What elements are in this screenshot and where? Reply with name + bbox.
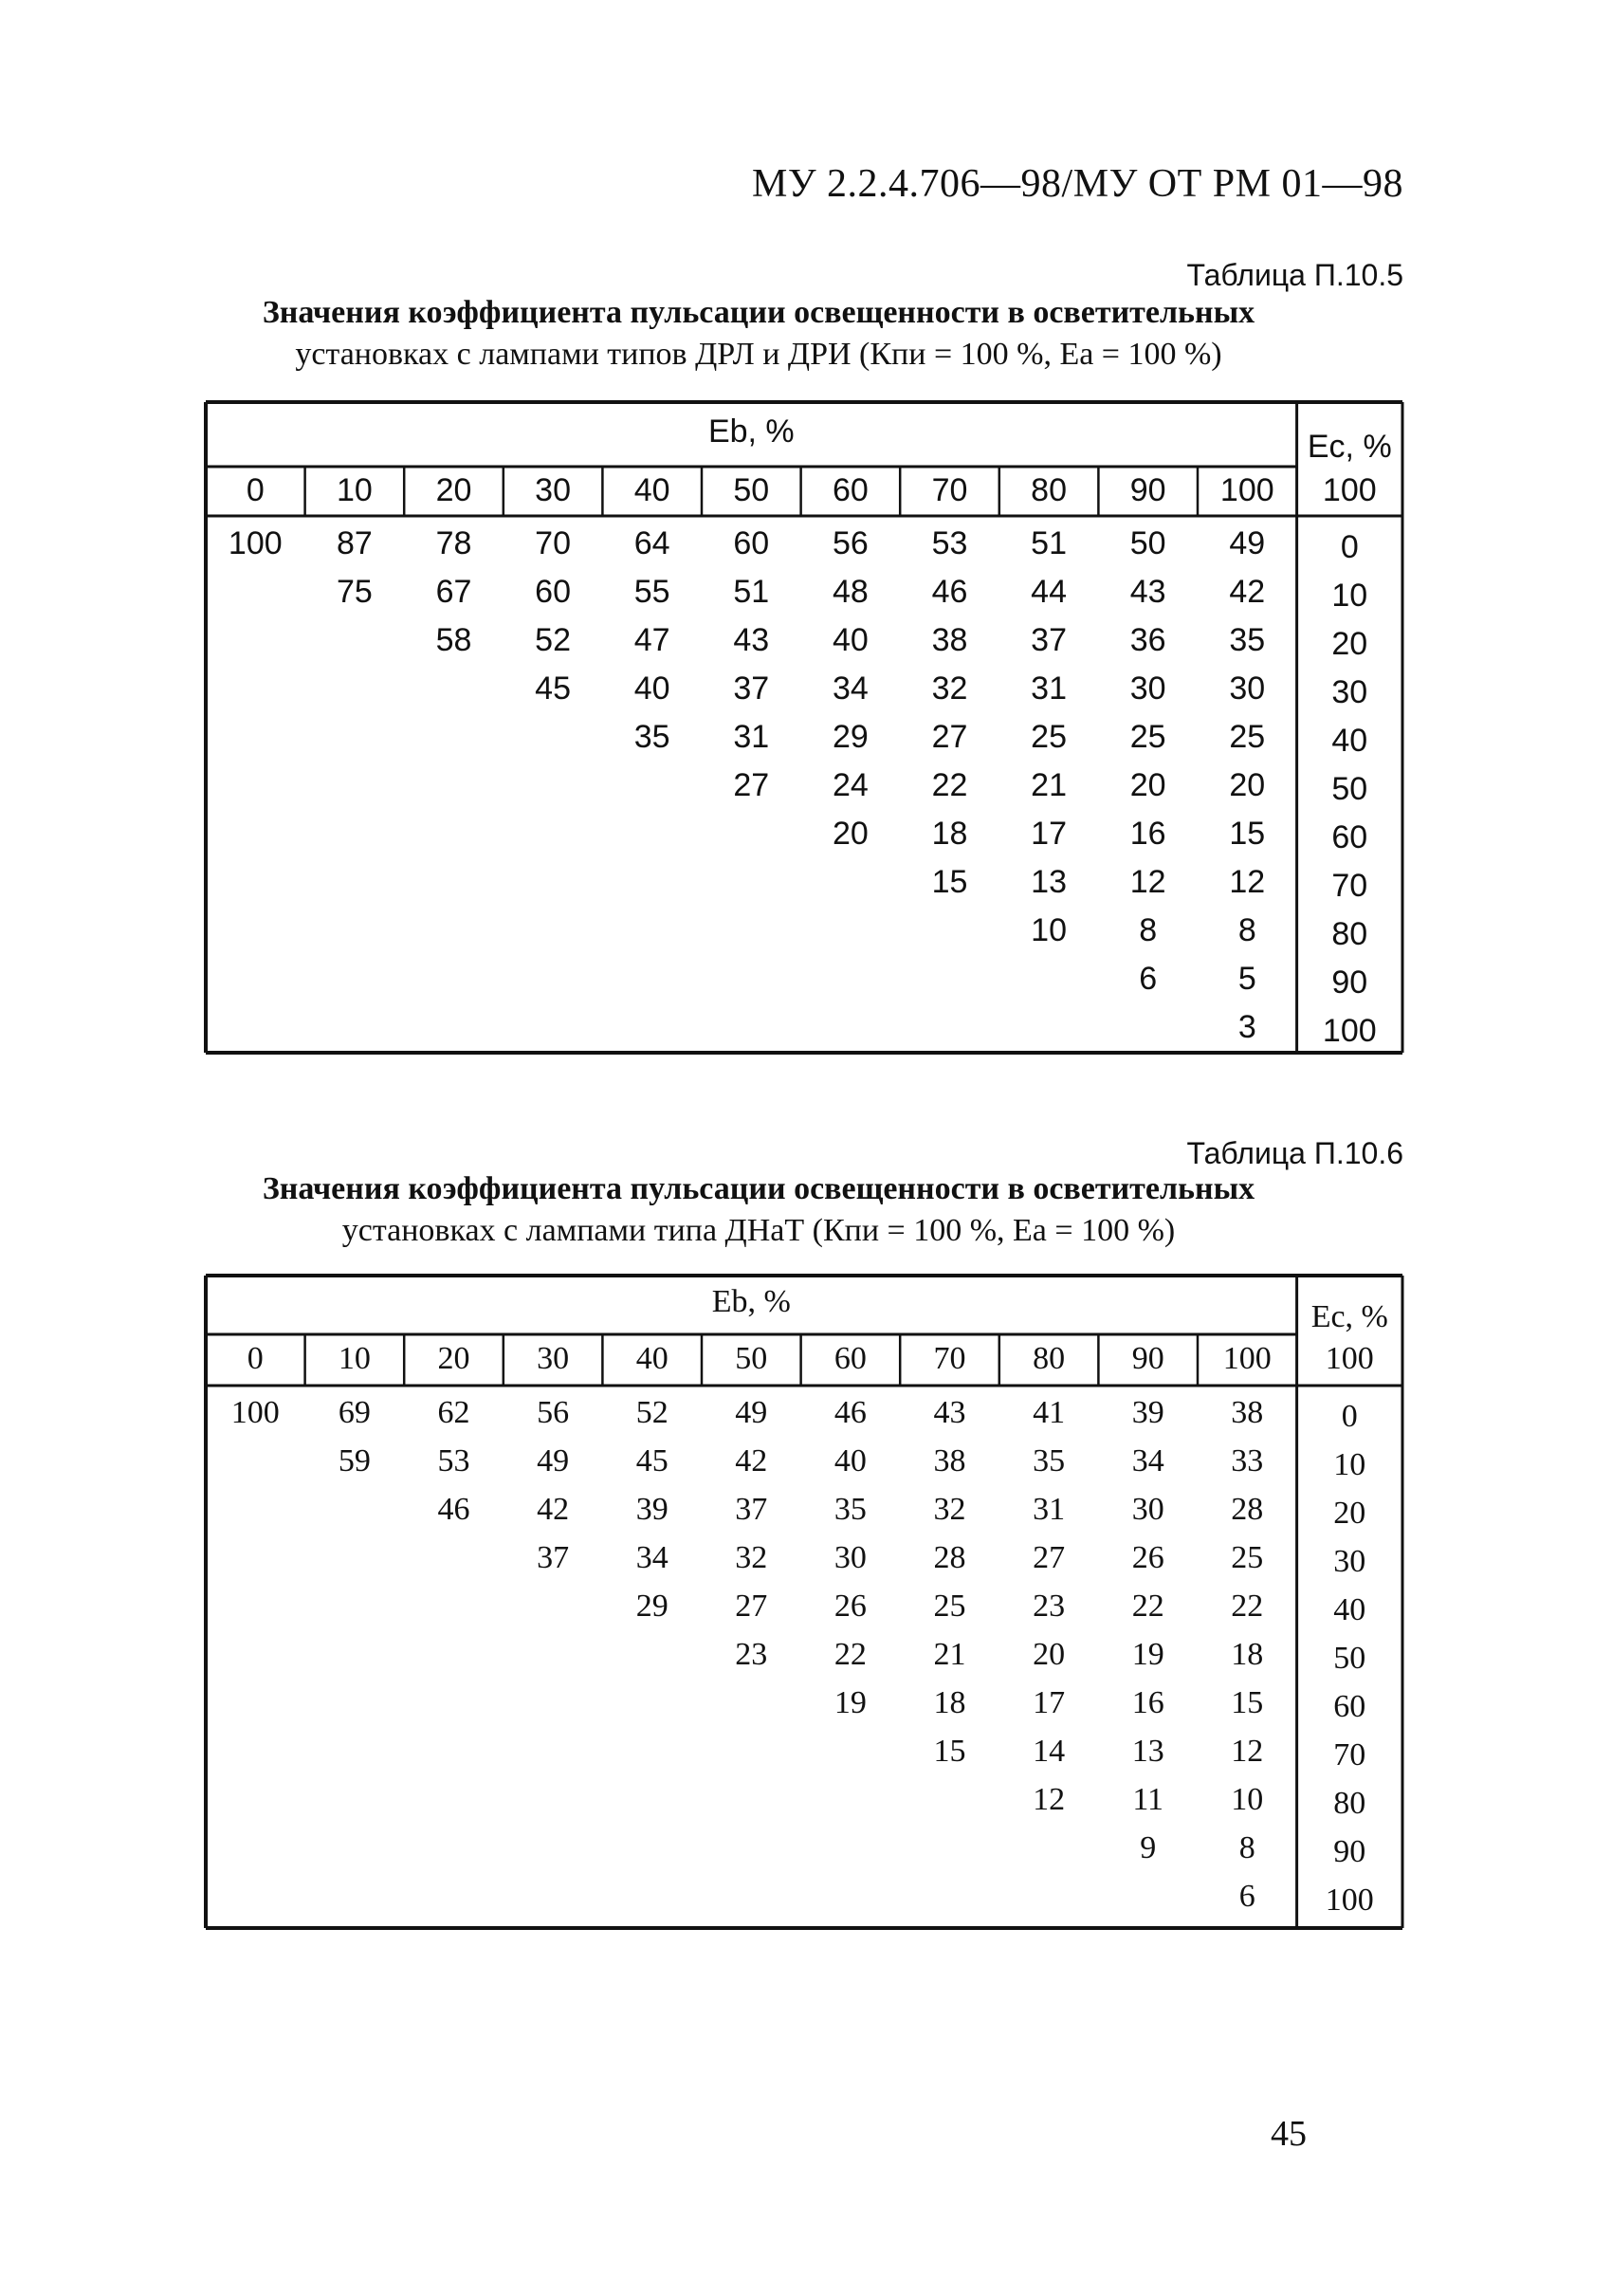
table2-cell: 12 — [1231, 1734, 1264, 1769]
table2-cell: 27 — [735, 1589, 768, 1624]
table1-cell: 52 — [535, 622, 571, 658]
table1-cell: 64 — [633, 525, 670, 561]
table2-ec-row-value: 70 — [1333, 1737, 1366, 1773]
table1-cell: 12 — [1129, 864, 1166, 900]
table1-cell: 25 — [1229, 719, 1266, 755]
table1-cell: 45 — [535, 670, 571, 707]
table1-cell: 75 — [336, 574, 373, 610]
table1-cell: 58 — [435, 622, 472, 658]
table2-eb-column-header: 10 — [338, 1341, 371, 1376]
table1-ec-header: Ec, % — [1307, 429, 1392, 465]
table1-cell: 38 — [931, 622, 968, 658]
table1-eb-column-header: 20 — [435, 472, 472, 508]
table2-ec-row-value: 30 — [1333, 1544, 1366, 1579]
table1-cell: 20 — [1229, 767, 1266, 803]
table1-cell: 27 — [733, 767, 770, 803]
table2-cell: 22 — [833, 1637, 867, 1672]
table1-cell: 13 — [1031, 864, 1067, 900]
table2-ec-row-value: 0 — [1341, 1399, 1358, 1434]
table2-cell: 56 — [537, 1395, 570, 1430]
table2-cell: 49 — [537, 1443, 570, 1479]
table2-title-line2: установках с лампами типа ДНаТ (Кпи = 100 %, Еа = 100 %) — [341, 1213, 1176, 1248]
table1-ec-row-value: 50 — [1331, 771, 1368, 807]
table2-label: Таблица П.10.6 — [1186, 1136, 1403, 1170]
table1-ec-row-value: 100 — [1322, 1013, 1377, 1049]
table2-cell: 18 — [1231, 1637, 1264, 1672]
table1-cell: 43 — [1129, 574, 1166, 610]
table2-eb-column-header: 100 — [1222, 1341, 1272, 1376]
table2-cell: 39 — [1131, 1395, 1164, 1430]
table2-cell: 35 — [833, 1492, 867, 1527]
table2-cell: 41 — [1033, 1395, 1066, 1430]
table2-cell: 62 — [437, 1395, 470, 1430]
table1-cell: 21 — [1031, 767, 1067, 803]
table2-cell: 14 — [1033, 1734, 1066, 1769]
table1-ec-row-value: 10 — [1331, 578, 1368, 614]
table1-cell: 31 — [733, 719, 770, 755]
table1-cell: 37 — [1031, 622, 1067, 658]
table2-cell: 39 — [635, 1492, 669, 1527]
document-code-header: МУ 2.2.4.706—98/МУ ОТ РМ 01—98 — [751, 162, 1403, 206]
table1-cell: 36 — [1129, 622, 1166, 658]
table2-cell: 22 — [1231, 1589, 1264, 1624]
table1-ec-row-value: 0 — [1340, 529, 1359, 565]
table1-cell: 53 — [931, 525, 968, 561]
table1-eb-column-header: 10 — [336, 472, 373, 508]
table1-cell: 10 — [1031, 912, 1067, 948]
table2-cell: 42 — [537, 1492, 570, 1527]
table1-cell: 87 — [336, 525, 373, 561]
table1-cell: 49 — [1229, 525, 1266, 561]
table1-cell: 27 — [931, 719, 968, 755]
table1-cell: 47 — [633, 622, 670, 658]
table2-cell: 59 — [338, 1443, 371, 1479]
table1-ec-row-value: 80 — [1331, 916, 1368, 952]
table2-ec-row-value: 80 — [1333, 1786, 1366, 1821]
table2-ec-row-value: 60 — [1333, 1689, 1366, 1724]
table1-cell: 46 — [931, 574, 968, 610]
table1-eb-column-header: 0 — [246, 472, 265, 508]
table2-ec-row-value: 40 — [1333, 1592, 1366, 1627]
table1-cell: 29 — [832, 719, 869, 755]
table2-cell: 28 — [933, 1540, 966, 1575]
table1-cell: 70 — [535, 525, 571, 561]
table1-eb-column-header: 40 — [633, 472, 670, 508]
table1-cell: 31 — [1031, 670, 1067, 707]
table2-eb-column-header: 30 — [537, 1341, 570, 1376]
table1-cell: 56 — [832, 525, 869, 561]
table2-cell: 30 — [1131, 1492, 1164, 1527]
table1-cell: 35 — [633, 719, 670, 755]
table1-cell: 8 — [1139, 912, 1158, 948]
table2-ec-row-value: 90 — [1333, 1834, 1366, 1869]
table2-cell: 25 — [1231, 1540, 1264, 1575]
table2-ec-row-value: 50 — [1333, 1641, 1366, 1676]
table2-cell: 28 — [1231, 1492, 1264, 1527]
table2-cell: 40 — [833, 1443, 867, 1479]
table2-cell: 53 — [437, 1443, 470, 1479]
table2-title-line1: Значения коэффициента пульсации освещенности в осветительных — [262, 1171, 1255, 1206]
table2-eb-column-header: 0 — [247, 1341, 264, 1376]
table2-cell: 32 — [735, 1540, 768, 1575]
table2-eb-column-header: 70 — [933, 1341, 966, 1376]
table2-cell: 43 — [933, 1395, 966, 1430]
table2-cell: 19 — [833, 1685, 867, 1720]
table1-eb-column-header: 90 — [1129, 472, 1166, 508]
table1-cell: 8 — [1237, 912, 1256, 948]
table2-cell: 15 — [933, 1734, 966, 1769]
table2-cell: 49 — [735, 1395, 768, 1430]
table1-eb-column-header: 60 — [832, 472, 869, 508]
table2-cell: 30 — [833, 1540, 867, 1575]
table1-cell: 25 — [1129, 719, 1166, 755]
table2-eb-column-header: 80 — [1033, 1341, 1066, 1376]
table2-cell: 52 — [635, 1395, 669, 1430]
table1-cell: 42 — [1229, 574, 1266, 610]
table2-cell: 25 — [933, 1589, 966, 1624]
table2-cell: 27 — [1033, 1540, 1066, 1575]
table1-cell: 100 — [228, 525, 283, 561]
table1-cell: 22 — [931, 767, 968, 803]
table1-label: Таблица П.10.5 — [1186, 258, 1403, 292]
table1-cell: 43 — [733, 622, 770, 658]
table2-cell: 26 — [833, 1589, 867, 1624]
table1-cell: 48 — [832, 574, 869, 610]
table1-ec-row-value: 30 — [1331, 674, 1368, 710]
table2-cell: 26 — [1131, 1540, 1164, 1575]
table1-cell: 12 — [1229, 864, 1266, 900]
table1-ec-row-value: 20 — [1331, 626, 1368, 662]
table1-cell: 40 — [633, 670, 670, 707]
table2-cell: 34 — [635, 1540, 669, 1575]
table2-ec-row-value: 20 — [1333, 1496, 1366, 1531]
table2-cell: 46 — [437, 1492, 470, 1527]
table1-cell: 15 — [1229, 816, 1266, 852]
table2-cell: 34 — [1131, 1443, 1164, 1479]
table2-cell: 6 — [1238, 1879, 1255, 1914]
table2-cell: 42 — [735, 1443, 768, 1479]
table1-cell: 25 — [1031, 719, 1067, 755]
table1-cell: 51 — [1031, 525, 1067, 561]
table2-cell: 17 — [1033, 1685, 1066, 1720]
table1-cell: 35 — [1229, 622, 1266, 658]
table1-cell: 37 — [733, 670, 770, 707]
table1-cell: 20 — [832, 816, 869, 852]
table1-title — [190, 292, 1328, 376]
table1-title-line2: установках с лампами типов ДРЛ и ДРИ (Кпи = 100 %, Еа = 100 %) — [295, 337, 1222, 372]
table1-eb-header: Eb, % — [707, 413, 795, 450]
table1-cell: 67 — [435, 574, 472, 610]
table2-cell: 16 — [1131, 1685, 1164, 1720]
table2-cell: 46 — [833, 1395, 867, 1430]
table1-cell: 5 — [1237, 961, 1256, 997]
table2-cell: 45 — [635, 1443, 669, 1479]
table2-cell: 19 — [1131, 1637, 1164, 1672]
table1-eb-column-header: 100 — [1219, 472, 1274, 508]
table2-eb-column-header: 60 — [833, 1341, 867, 1376]
table2-cell: 12 — [1033, 1782, 1066, 1817]
table2-cell: 37 — [735, 1492, 768, 1527]
page-number: 45 — [1271, 2114, 1307, 2154]
table2-cell: 29 — [635, 1589, 669, 1624]
table2-cell: 32 — [933, 1492, 966, 1527]
table2-cell: 37 — [537, 1540, 570, 1575]
table2-ec-row-value: 100 — [1325, 1883, 1374, 1918]
table1-title-line1: Значения коэффициента пульсации освещенности в осветительных — [262, 295, 1255, 330]
table2-cell: 18 — [933, 1685, 966, 1720]
table1-cell: 24 — [832, 767, 869, 803]
table1-cell: 34 — [832, 670, 869, 707]
table1-cell: 60 — [733, 525, 770, 561]
table2-eb-column-header: 20 — [437, 1341, 470, 1376]
table2-cell: 23 — [735, 1637, 768, 1672]
table2-cell: 13 — [1131, 1734, 1164, 1769]
table1-eb-column-header: 80 — [1031, 472, 1067, 508]
table2-cell: 31 — [1033, 1492, 1066, 1527]
table1-cell: 17 — [1031, 816, 1067, 852]
table2-cell: 23 — [1033, 1589, 1066, 1624]
table1-ec-row-value: 60 — [1331, 819, 1368, 855]
table2-eb-header: Eb, % — [711, 1284, 791, 1319]
table1-cell: 30 — [1129, 670, 1166, 707]
table1-ec-row-value: 90 — [1331, 964, 1368, 1001]
table2-cell: 9 — [1140, 1830, 1157, 1865]
table2-cell: 100 — [230, 1395, 280, 1430]
table2-eb-column-header: 40 — [635, 1341, 669, 1376]
table2-eb-column-header: 90 — [1131, 1341, 1164, 1376]
table1-cell: 15 — [931, 864, 968, 900]
table2-ec-row-value: 10 — [1333, 1447, 1366, 1482]
table1-cell: 78 — [435, 525, 472, 561]
table1-ec-header-value: 100 — [1322, 472, 1377, 508]
table2-cell: 15 — [1231, 1685, 1264, 1720]
table1-cell: 32 — [931, 670, 968, 707]
table2-cell: 69 — [338, 1395, 371, 1430]
table1-cell: 51 — [733, 574, 770, 610]
table1-cell: 30 — [1229, 670, 1266, 707]
table1-cell: 6 — [1139, 961, 1158, 997]
table2-ec-header-value: 100 — [1325, 1341, 1374, 1376]
table1-eb-column-header: 50 — [733, 472, 770, 508]
table2-cell: 22 — [1131, 1589, 1164, 1624]
table2-ec-header: Ec, % — [1310, 1299, 1388, 1334]
table2-cell: 21 — [933, 1637, 966, 1672]
table1-cell: 50 — [1129, 525, 1166, 561]
table2-title — [190, 1168, 1328, 1252]
table1-cell: 3 — [1237, 1009, 1256, 1045]
table2-cell: 8 — [1238, 1830, 1255, 1865]
table2-cell: 20 — [1033, 1637, 1066, 1672]
table1-cell: 18 — [931, 816, 968, 852]
table1-eb-column-header: 30 — [535, 472, 571, 508]
table1-cell: 55 — [633, 574, 670, 610]
table1-cell: 60 — [535, 574, 571, 610]
table1-cell: 44 — [1031, 574, 1067, 610]
table2-cell: 38 — [933, 1443, 966, 1479]
table2-cell: 35 — [1033, 1443, 1066, 1479]
table1-cell: 16 — [1129, 816, 1166, 852]
table1-cell: 20 — [1129, 767, 1166, 803]
table1-ec-row-value: 70 — [1331, 868, 1368, 904]
table1-eb-column-header: 70 — [931, 472, 968, 508]
table1-ec-row-value: 40 — [1331, 723, 1368, 759]
table1-cell: 40 — [832, 622, 869, 658]
table2-eb-column-header: 50 — [735, 1341, 768, 1376]
table2-cell: 11 — [1132, 1782, 1164, 1817]
table2-cell: 38 — [1231, 1395, 1264, 1430]
table2-cell: 33 — [1231, 1443, 1264, 1479]
table2-cell: 10 — [1231, 1782, 1264, 1817]
